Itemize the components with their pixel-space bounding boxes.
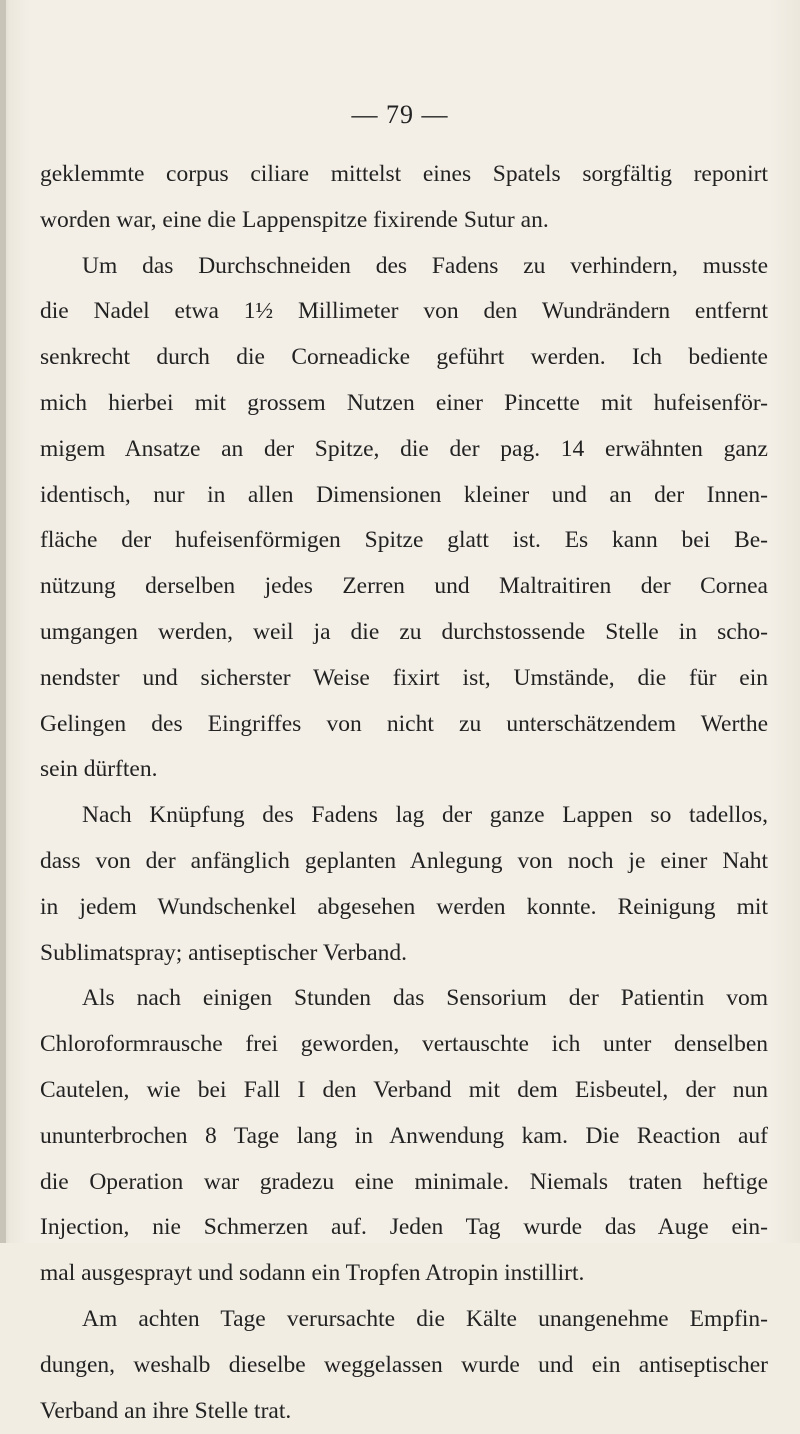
body-text (40, 152, 768, 1434)
text-line: Um das Durchschneiden des Fadens zu verhindern, musste (82, 252, 768, 279)
text-line: mich hierbei mit grossem Nutzen einer Pincette mit hufeisenför- (40, 389, 768, 416)
text-line: in jedem Wundschenkel abgesehen werden konnte. Reinigung mit (40, 893, 768, 920)
text-line: fläche der hufeisenförmigen Spitze glatt ist. Es kann bei Be- (40, 527, 768, 554)
text-line: umgangen werden, weil ja die zu durchstossende Stelle in scho- (40, 618, 768, 645)
text-line: Sublimatspray; antiseptischer Verband. (40, 939, 408, 966)
text-line: Cautelen, wie bei Fall I den Verband mit dem Eisbeutel, der nun (40, 1076, 768, 1103)
text-line: migem Ansatze an der Spitze, die der pag. 14 erwähnten ganz (40, 435, 768, 462)
text-line: Als nach einigen Stunden das Sensorium der Patientin vom (82, 985, 768, 1012)
text-line: nendster und sicherster Weise fixirt ist, Umstände, die für ein (40, 664, 768, 691)
text-line: worden war, eine die Lappenspitze fixirende Sutur an. (40, 206, 549, 233)
text-line: nützung derselben jedes Zerren und Maltraitiren der Cornea (40, 573, 768, 600)
text-line: Am achten Tage verursachte die Kälte unangenehme Empfin- (82, 1305, 768, 1332)
text-line: sein dürften. (40, 756, 158, 783)
text-line: dass von der anfänglich geplanten Anlegung von noch je einer Naht (40, 847, 768, 874)
page-binding-edge (0, 0, 6, 1243)
text-line: Gelingen des Eingriffes von nicht zu unterschätzendem Werthe (40, 710, 768, 737)
text-line: die Nadel etwa 1½ Millimeter von den Wundrändern entfernt (40, 298, 768, 325)
text-line: mal ausgesprayt und sodann ein Tropfen Atropin instillirt. (40, 1260, 585, 1287)
text-line: senkrecht durch die Corneadicke geführt werden. Ich bediente (40, 344, 768, 371)
text-line: Verband an ihre Stelle trat. (40, 1397, 292, 1424)
text-line: die Operation war gradezu eine minimale. Niemals traten heftige (40, 1168, 768, 1195)
text-line: identisch, nur in allen Dimensionen kleiner und an der Innen- (40, 481, 768, 508)
text-line: geklemmte corpus ciliare mittelst eines Spatels sorgfältig reponirt (40, 161, 768, 187)
page-number: — 79 — (351, 100, 449, 129)
text-line: Injection, nie Schmerzen auf. Jeden Tag wurde das Auge ein- (40, 1214, 768, 1241)
text-line: ununterbrochen 8 Tage lang in Anwendung kam. Die Reaction auf (40, 1122, 768, 1149)
text-line: dungen, weshalb dieselbe weggelassen wurde und ein antiseptischer (40, 1351, 768, 1378)
text-line: Chloroformrausche frei geworden, vertauschte ich unter denselben (40, 1031, 768, 1058)
text-line: Nach Knüpfung des Fadens lag der ganze Lappen so tadellos, (82, 802, 768, 829)
